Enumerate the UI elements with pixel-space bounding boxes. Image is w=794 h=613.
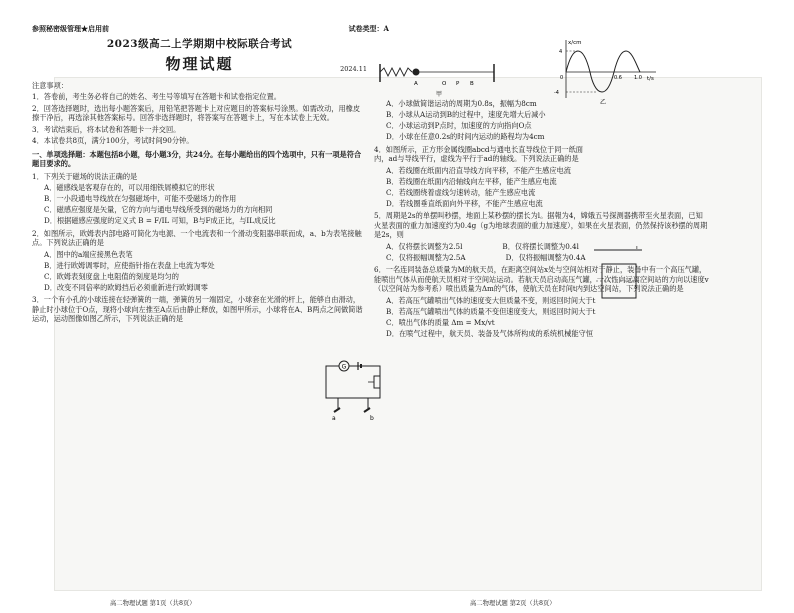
q4-option-a: A．若线圈在纸面内沿直导线方向平移，不能产生感应电流 <box>386 165 571 175</box>
note-item: 4．本试卷共8页，满分100分，考试时间90分钟。 <box>32 136 194 146</box>
footer-left: 高二物理试题 第1页（共8页） <box>110 600 196 607</box>
point-b-label: B <box>470 81 474 87</box>
q3-option-d: D．小球在任意0.2s的时间内运动的路程均为4cm <box>386 132 545 141</box>
q1-option-b: B．一小段通电导线放在匀强磁场中，可能不受磁场力的作用 <box>44 194 237 204</box>
notes-heading: 注意事项： <box>32 80 68 90</box>
note-item: 2．回答选择题时，选出每小题答案后，用铅笔把答题卡上对应题目的答案标号涂黑。如需改动，用橡皮擦干净后，再选涂其他答案标号。回答非选择题时，将答案写在答题卡上，写在本试卷上无效。 <box>32 103 361 123</box>
section-heading: 一、单项选择题：本题包括8小题，每小题3分，共24分。在每小题给出的四个选项中，只有一项是符合题目要求的。 <box>32 149 362 169</box>
notes-block <box>32 81 367 146</box>
q2-stem: 2．如图所示，欧姆表内部电路可简化为电源、一个电流表和一个滑动变阻器串联而成，a、b为表笔接触点。下列说法正确的是 <box>32 228 362 248</box>
exam-date: 2024.11 <box>340 65 367 74</box>
note-item: 1．答卷前，考生务必将自己的姓名、考生号等填写在答题卡和试卷指定位置。 <box>32 92 281 102</box>
question-1 <box>32 172 367 226</box>
spring-icon <box>380 68 412 76</box>
question-5 <box>374 211 709 262</box>
wave-tick-10: 1.0 <box>634 75 642 81</box>
q1-option-c: C．磁感应强度是矢量，它的方向与通电导线所受到的磁场力的方向相同 <box>44 205 273 215</box>
q6-option-a: A．若高压气罐喷出气体的速度变大但质量不变，则返回时间大于t <box>386 295 596 305</box>
terminal-a-label: a <box>332 415 336 422</box>
terminal-b-label: b <box>370 415 374 422</box>
ohmmeter-circuit-figure <box>318 360 390 422</box>
q3-option-b: B．小球从A运动到B的过程中，速度先增大后减小 <box>386 110 546 119</box>
secret-label: 参照秘密级管理★启用前 <box>32 24 109 33</box>
current-label: I <box>636 246 638 251</box>
paper-type: 试卷类型：A <box>348 24 389 33</box>
q2-option-c: C．欧姆表刻度盘上电阻值的刻度是均匀的 <box>44 271 179 281</box>
wave-ymax-tick: 4 <box>559 49 563 55</box>
point-p-label: P <box>456 81 460 87</box>
right-page <box>374 96 709 340</box>
q1-stem: 1．下列关于磁场的说法正确的是 <box>32 171 138 181</box>
q4-stem: 4．如图所示，正方形金属线圈abcd与通电长直导线位于同一纸面内，ad与导线平行，虚线为平行于ad的轴线。下列说法正确的是 <box>374 144 583 163</box>
displacement-time-graph <box>544 36 664 106</box>
question-3 <box>32 295 367 324</box>
q2-option-a: A．图中的a端应接黑色表笔 <box>44 249 133 259</box>
rheostat-icon <box>374 376 380 388</box>
figure-yi-label: 乙 <box>600 99 607 106</box>
q2-option-b: B．进行欧姆调零时，应使指针指在表盘上电流为零处 <box>44 260 215 270</box>
q2-option-d: D．改变不同倍率的欧姆挡后必须重新进行欧姆调零 <box>44 282 208 292</box>
wave-origin-tick: 0 <box>560 75 564 81</box>
header-row <box>32 24 389 33</box>
footer-right: 高二物理试题 第2页（共8页） <box>470 600 556 607</box>
subject-title-text: 物理试题 <box>165 55 234 74</box>
point-o-label: O <box>442 81 447 87</box>
q3-stem: 3．一个有小孔的小球连接在轻弹簧的一端，弹簧的另一端固定，小球套在光滑的杆上，能够自由滑动，静止时小球位于O点，现将小球向左推至A点后由静止释放，如图甲所示，小球将在A、B两点之间做简谐运动，运动图像如图乙所示，下列说法正确的是 <box>32 295 363 324</box>
q6-option-d: D．在喷气过程中，航天员、装备及气体所构成的系统机械能守恒 <box>386 328 594 338</box>
point-a-label: A <box>414 81 418 87</box>
q5-option-d: D．仅将振幅调整为0.4A <box>505 252 586 262</box>
q5-options-row1 <box>374 242 709 252</box>
q5-option-a: A．仅将摆长调整为2.5l <box>386 241 463 251</box>
meter-label: G <box>341 363 347 371</box>
q6-option-b: B．若高压气罐喷出气体的质量不变但速度变大，则返回时间大于t <box>386 306 596 316</box>
q6-stem: 6．一名连同装备总质量为M的航天员，在距离空间站x处与空间站相对于静止，装备中有一个高压气罐，能喷出气体从而使航天员相对于空间站运动。若航天员启动高压气罐，一次性向远离空间站的方向以速度v（以空间站为参考系）喷出质量为Δm的气体，使航天员在时间t内到达空间站，下列说法正确的是 <box>374 265 709 293</box>
q3-option-a: A．小球做简谐运动的周期为0.8s，振幅为8cm <box>386 99 537 108</box>
q1-option-a: A．磁感线是客观存在的，可以用细铁屑模拟它的形状 <box>44 183 215 193</box>
subject-title <box>32 55 367 75</box>
square-coil <box>602 264 636 298</box>
coil-wire-figure <box>592 246 652 308</box>
q4-option-c: C．若线圈绕着虚线匀速转动，能产生感应电流 <box>386 187 536 197</box>
q4-option-b: B．若线圈在纸面内沿轴线向左平移，能产生感应电流 <box>386 176 557 186</box>
wave-tick-06: 0.6 <box>614 75 622 81</box>
q3-option-c: C．小球运动到P点时，加速度的方向指向O点 <box>386 121 532 130</box>
question-6 <box>374 265 709 338</box>
exam-title: 2023级高二上学期期中校际联合考试 <box>106 38 293 51</box>
question-2 <box>32 229 367 293</box>
figure-jia-label: 甲 <box>436 91 443 98</box>
q5-option-b: B．仅将摆长调整为0.4l <box>502 241 579 251</box>
question-4 <box>374 145 709 209</box>
sine-curve <box>566 51 640 92</box>
q6-option-c: C．喷出气体的质量 Δm = Mx/vt <box>386 317 495 327</box>
q5-option-c: C．仅将振幅调整为2.5A <box>386 252 466 262</box>
q5-stem: 5．周期是2s的单摆叫秒摆，地面上某秒摆的摆长为l。据報为4，嫦娥五号探测器携带至火星表面，已知火星表面的重力加速度约为0.4g（g为地球表面的重力加速度），如果在火星表面，仍然保持该秒摆的周期是2s，则 <box>374 211 708 239</box>
wave-ylabel: x/cm <box>568 40 582 46</box>
wave-xlabel: t/s <box>647 76 654 82</box>
left-page <box>32 24 389 326</box>
note-item: 3．考试结束后，将本试卷和答题卡一并交回。 <box>32 124 181 134</box>
q4-option-d: D．若线圈垂直纸面向外平移，不能产生感应电流 <box>386 198 543 208</box>
wave-ymin-tick: -4 <box>554 90 559 96</box>
q5-options-row2 <box>374 253 709 263</box>
q1-option-d: D．根据磁感应强度的定义式 B = F/IL 可知，B与F成正比，与IL成反比 <box>44 216 276 226</box>
spring-oscillator-figure <box>374 58 504 98</box>
